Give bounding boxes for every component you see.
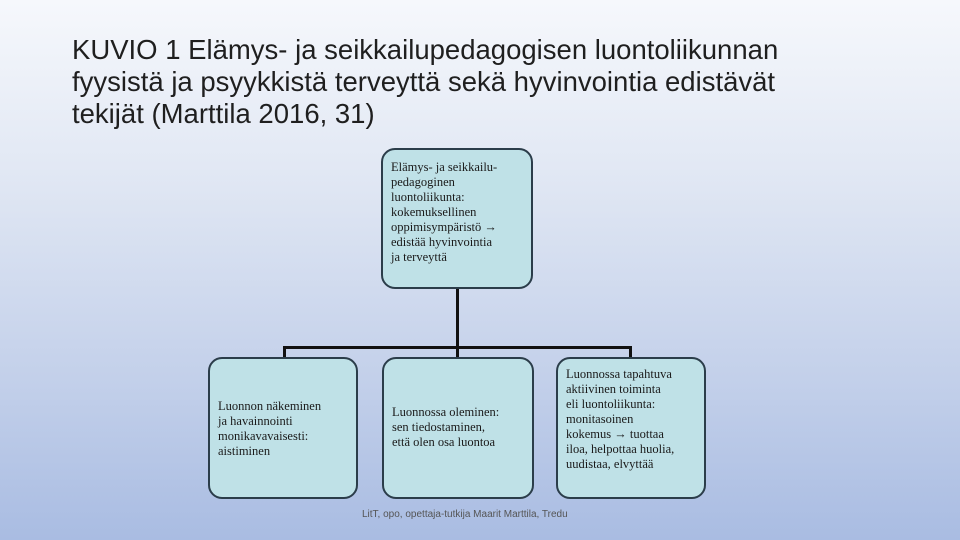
node-text-line: edistää hyvinvointia: [391, 235, 493, 249]
node-text-line: ja terveyttä: [391, 250, 447, 264]
node-text-line: kokemuksellinen: [391, 205, 477, 219]
diagram-root-node: [381, 148, 533, 289]
node-text-line: iloa, helpottaa huolia,: [566, 442, 675, 456]
node-text-line: uudistaa, elvyttää: [566, 457, 654, 471]
title-line: KUVIO 1 Elämys- ja seikkailupedagogisen luontoliikunnan: [72, 34, 779, 65]
node-text-line: aistiminen: [218, 444, 271, 458]
node-text-line: Luonnon näkeminen: [218, 399, 322, 413]
node-text-line: Luonnossa tapahtuva: [566, 367, 672, 381]
slide-title: [72, 34, 932, 130]
node-text-line: Luonnossa oleminen:: [392, 405, 500, 419]
node-text-line: Elämys- ja seikkailu-: [391, 160, 498, 174]
diagram-node-active-outdoor-activity: [556, 357, 706, 499]
title-line: fyysistä ja psyykkistä terveyttä sekä hyvinvointia edistävät: [72, 66, 776, 97]
node-text-line: että olen osa luontoa: [392, 435, 496, 449]
node-text-line: ja havainnointi: [218, 414, 293, 428]
node-text-line: eli luontoliikunta:: [566, 397, 656, 411]
node-text-line: luontoliikunta:: [391, 190, 465, 204]
title-line: tekijät (Marttila 2016, 31): [72, 98, 375, 129]
slide-footer: LitT, opo, opettaja-tutkija Maarit Marttila, Tredu: [362, 509, 568, 520]
diagram-node-being-in-nature: [382, 357, 534, 499]
node-text-line: pedagoginen: [391, 175, 455, 189]
diagram-node-seeing-nature: [208, 357, 358, 499]
node-text-line: aktiivinen toiminta: [566, 382, 661, 396]
connector-root-vertical: [456, 289, 459, 348]
node-text-line: sen tiedostaminen,: [392, 420, 486, 434]
node-text-line: monikavavaisesti:: [218, 429, 309, 443]
node-text-line: oppimisympäristö →: [391, 220, 497, 234]
node-text-line: kokemus → tuottaa: [566, 427, 664, 441]
node-text-line: monitasoinen: [566, 412, 634, 426]
